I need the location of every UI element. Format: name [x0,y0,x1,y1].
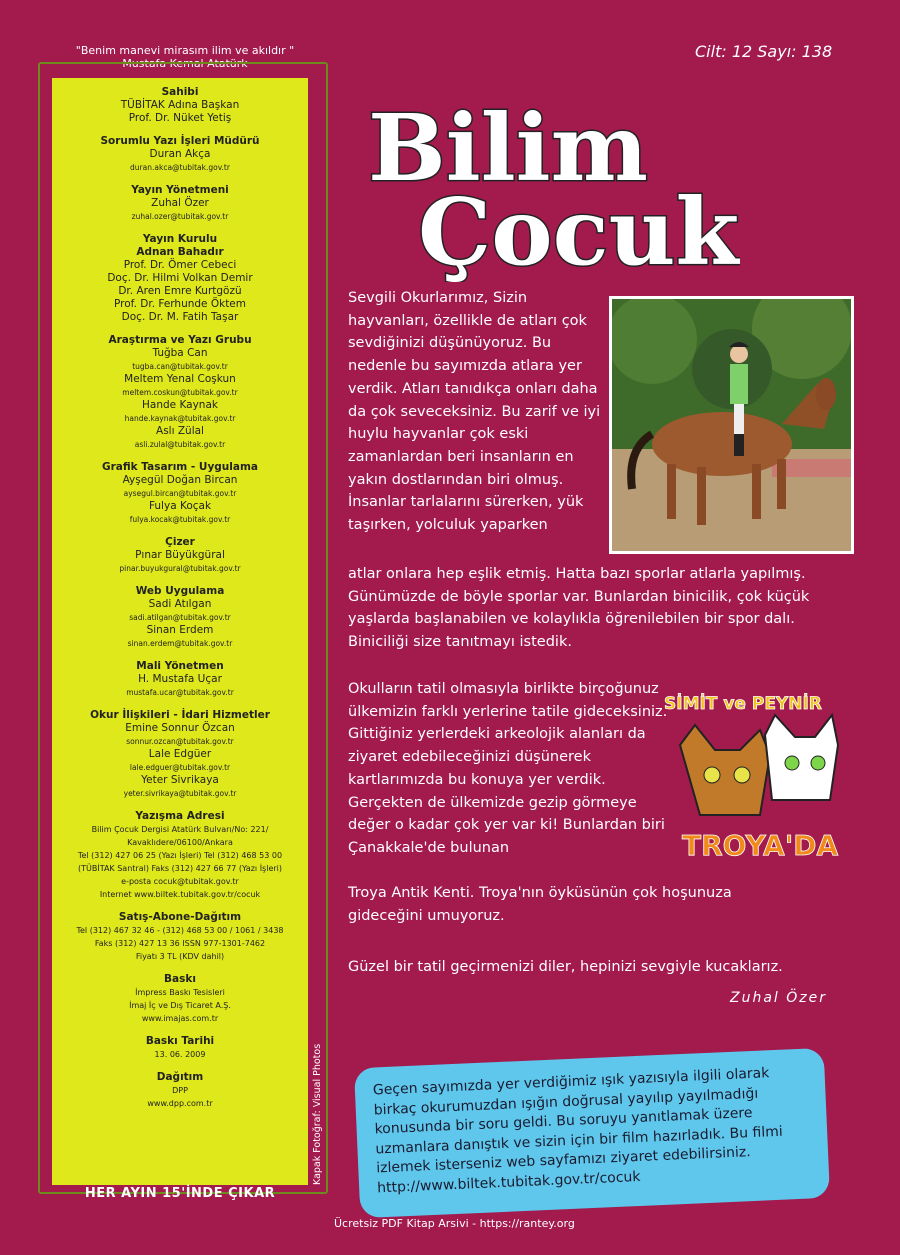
cat-face-brown [680,725,770,815]
masthead-group [52,709,308,800]
bubble-link[interactable]: http://www.biltek.tubitak.gov.tr/cocuk [376,1168,641,1196]
quote-text: "Benim manevi mirasım ilim ve akıldır " [75,44,295,57]
letter-para2-narrow: Okulların tatil olmasıyla birlikte birçoğunuz ülkemizin farklı yerlerine tatile gideceksiniz. Gittiğiniz yerlerdeki arkeolojik alanları da ziyaret edebileceğinizi düşünerek kartlarımızda bu konuya yer verdik. Gerçekten de ülkemizde gezip görmeye değer o kadar çok yer var ki! Bunlardan biri Çanakkale'de bulunan [348,681,668,856]
masthead-group [52,135,308,174]
masthead-group-title: Web Uygulama [135,585,225,597]
cat-face-white [765,715,838,800]
logo-line1: Bilim [368,94,648,202]
masthead-group [52,1035,308,1061]
masthead-group [52,1071,308,1110]
masthead-line: Meltem Yenal Coşkun [124,373,236,385]
masthead-email[interactable]: sonnur.ozcan@tubitak.gov.tr [126,737,234,746]
masthead-line: Internet www.biltek.tubitak.gov.tr/cocuk [99,890,261,899]
bilim-cocuk-logo [360,92,740,282]
info-bubble [354,1048,830,1218]
letter-para2-wide: Troya Antik Kenti. Troya'nın öyküsünün çok hoşunuza gideceğini umuyoruz. [348,885,732,924]
masthead-line: Lale Edgüer [148,748,212,760]
masthead-line: Tel (312) 467 32 46 - (312) 468 53 00 / 1061 / 3438 [76,926,284,935]
masthead-group [52,660,308,699]
masthead-email[interactable]: pinar.buyukgural@tubitak.gov.tr [119,564,241,573]
masthead-email[interactable]: meltem.coskun@tubitak.gov.tr [122,388,238,397]
masthead-group-title: Yayın Kurulu [142,233,218,245]
masthead-line: Duran Akça [149,148,211,160]
masthead-group-title: Araştırma ve Yazı Grubu [108,334,252,346]
masthead-line: www.imajas.com.tr [141,1014,219,1023]
masthead-line: Emine Sonnur Özcan [125,722,235,734]
masthead-line: Fiyatı 3 TL (KDV dahil) [135,952,225,961]
footer-note: Ücretsiz PDF Kitap Arsivi - https://rantey.org [334,1217,575,1230]
horse-illustration [612,299,851,551]
masthead-group [52,911,308,963]
masthead-line: İmaj İç ve Dış Ticaret A.Ş. [129,1001,231,1010]
masthead-group [52,233,308,324]
masthead-line: Yeter Sivrikaya [141,774,219,786]
masthead-line: Ayşegül Doğan Bircan [122,474,238,486]
masthead-line: Zuhal Özer [151,197,209,209]
masthead-panel [52,78,308,1185]
masthead-group-title: Baskı [164,973,196,985]
masthead-group [52,585,308,650]
masthead-group-title: Grafik Tasarım - Uygulama [102,461,258,473]
masthead-email[interactable]: asli.zulal@tubitak.gov.tr [134,440,226,449]
masthead-email[interactable]: sinan.erdem@tubitak.gov.tr [127,639,233,648]
publication-schedule: HER AYIN 15'İNDE ÇIKAR [84,1186,276,1201]
masthead-line: Sadi Atılgan [148,598,212,610]
bubble-text-block [373,1062,818,1198]
masthead-group-title: Çizer [165,536,195,548]
issue-number: Cilt: 12 Sayı: 138 [695,42,833,61]
masthead-email[interactable]: zuhal.ozer@tubitak.gov.tr [131,212,229,221]
masthead-line: Kavaklıdere/06100/Ankara [127,838,233,847]
masthead-group [52,973,308,1025]
masthead-email[interactable]: tugba.can@tubitak.gov.tr [132,362,228,371]
ataturk-quote [55,44,315,70]
letter-para3: Güzel bir tatil geçirmenizi diler, hepinizi sevgiyle kucaklarız. [348,959,783,975]
masthead-group-title: Okur İlişkileri - İdari Hizmetler [90,709,270,721]
masthead-group-title: Satış-Abone-Dağıtım [118,911,242,923]
masthead-group [52,810,308,901]
masthead-line: Doç. Dr. Hilmi Volkan Demir [107,272,253,284]
quote-author: Mustafa Kemal Atatürk [122,57,248,70]
masthead-line: TÜBİTAK Adına Başkan [120,99,240,111]
masthead-email[interactable]: aysegul.bircan@tubitak.gov.tr [123,489,237,498]
masthead-line: Tel (312) 427 06 25 (Yazı İşleri) Tel (312) 468 53 00 [77,851,283,860]
photo-credit: Kapak Fotoğraf: Visual Photos [312,1043,323,1185]
masthead-group [52,334,308,451]
masthead-group-title: Sorumlu Yazı İşleri Müdürü [100,135,260,147]
masthead-line: Pınar Büyükgüral [135,549,225,561]
masthead-line: Adnan Bahadır [136,246,224,258]
letter-para1-narrow: Sevgili Okurlarımız, Sizin hayvanları, özellikle de atları çok sevdiğinizi düşünüyoruz. Bu nedenle bu sayımızda atlara yer verdik. Atları tanıdıkça onları daha da çok seveceksiniz. Bu zarif ve iyi huylu hayvanlar çok eski zamanlardan beri insanların en yakın dostlarından biri olmuş. İnsanlar tarlalarını sürerken, yük taşırken, yolculuk yaparken [348,290,601,534]
masthead-email[interactable]: sadi.atilgan@tubitak.gov.tr [129,613,231,622]
signature: Zuhal Özer [730,990,827,1006]
simit-ve-peynir-logo [660,675,845,870]
masthead-group-title: Yayın Yönetmeni [131,184,229,196]
masthead-line: DPP [172,1086,188,1095]
masthead-line: 13. 06. 2009 [154,1050,206,1059]
masthead-line: www.dpp.com.tr [147,1099,213,1108]
masthead-line: Faks (312) 427 13 36 ISSN 977-1301-7462 [94,939,266,948]
masthead-line: e-posta cocuk@tubitak.gov.tr [121,877,239,886]
masthead-line: Prof. Dr. Nüket Yetiş [128,112,232,124]
masthead-email[interactable]: hande.kaynak@tubitak.gov.tr [124,414,236,423]
masthead-line: İmpress Baskı Tesisleri [135,988,225,997]
masthead-email[interactable]: yeter.sivrikaya@tubitak.gov.tr [123,789,237,798]
masthead-line: Hande Kaynak [142,399,218,411]
masthead-group [52,86,308,125]
masthead-line: Prof. Dr. Ferhunde Öktem [113,298,246,310]
masthead-line: Bilim Çocuk Dergisi Atatürk Bulvarı/No: 221/ [91,825,269,834]
masthead-line: Prof. Dr. Ömer Cebeci [123,259,237,271]
masthead-email[interactable]: duran.akca@tubitak.gov.tr [130,163,230,172]
masthead-group-title: Yazışma Adresi [135,810,225,822]
masthead-group [52,461,308,526]
masthead-line: Aslı Zülal [156,425,204,437]
masthead-line: Doç. Dr. M. Fatih Taşar [121,311,239,323]
simit-subtitle: TROYA'DA [682,829,839,862]
logo-line2: Çocuk [418,178,740,282]
masthead-line: Fulya Koçak [148,500,212,512]
bubble-message: Geçen sayımızda yer verdiğimiz ışık yazısıyla ilgili olarak birkaç okurumuzdan ışığın doğrusal yayılıp yayılmadığı konusunda bir soru geldi. Bu soruyu yanıtlamak üzere uzmanlara danıştık ve sizin için bir film hazırladık. Bu filmi izlemek isterseniz web sayfamızı ziyaret edebilirsiniz. [372,1065,784,1177]
masthead-group-title: Mali Yönetmen [136,660,224,672]
simit-title: SİMİT ve PEYNİR [664,694,822,714]
masthead-line: H. Mustafa Uçar [138,673,222,685]
horse-rider-photo [609,296,854,554]
masthead-email[interactable]: fulya.kocak@tubitak.gov.tr [129,515,231,524]
masthead-group [52,184,308,223]
masthead-group-title: Dağıtım [156,1071,204,1083]
letter-para1-wide: atlar onlara hep eşlik etmiş. Hatta bazı sporlar atlarla yapılmış. Günümüzde de böyle sporlar var. Bunlardan binicilik, çok küçük yaşlarda başlanabilen ve kolaylıkla öğrenilebilen bir spor dalı. Biniciliği size tanıtmayı istedik. [348,566,810,651]
masthead-group-title: Baskı Tarihi [145,1035,215,1047]
masthead-line: Dr. Aren Emre Kurtgözü [118,285,242,297]
masthead-email[interactable]: mustafa.ucar@tubitak.gov.tr [126,688,234,697]
masthead-email[interactable]: lale.edguer@tubitak.gov.tr [129,763,231,772]
masthead-line: Sinan Erdem [146,624,214,636]
masthead-line: (TÜBİTAK Santral) Faks (312) 427 66 77 (Yazı İşleri) [77,864,282,873]
masthead-line: Tuğba Can [152,347,208,359]
masthead-group [52,536,308,575]
masthead-group-title: Sahibi [161,86,199,98]
